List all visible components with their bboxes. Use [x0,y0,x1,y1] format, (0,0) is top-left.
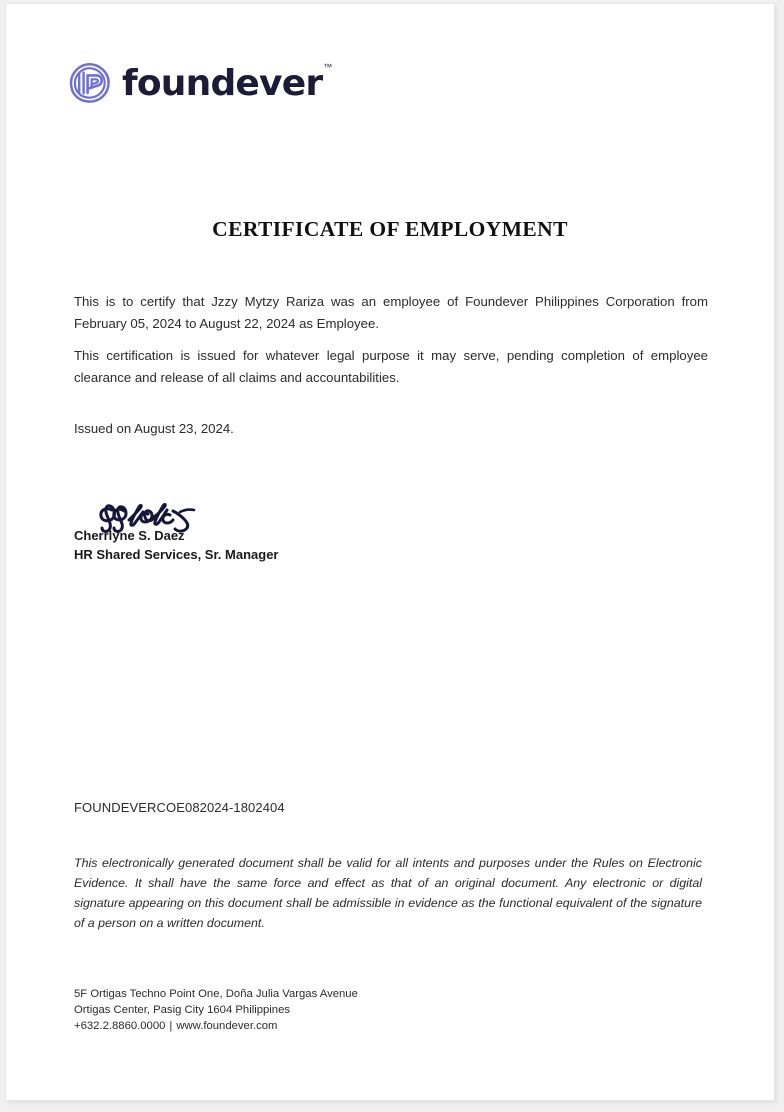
purpose-paragraph-block [74,345,708,388]
footer-address-line-2: Ortigas Center, Pasig City 1604 Philippines [74,1004,291,1016]
issued-date-block [74,418,708,440]
brand-wordmark [122,62,333,104]
footer-separator: | [169,1020,173,1032]
certificate-page [6,4,774,1100]
footer-phone: +632.2.8860.0000 [74,1020,166,1032]
disclaimer-text: This electronically generated document shall be valid for all intents and purposes under the Rules on Electronic Evidence. It shall have the same force and effect as that of an original document. Any electronic or digital signature appearing on this document shall be admissible in evidence as the functional equivalent of the signature of a person on a written document. [74,856,702,930]
footer-contact-line [74,1018,358,1034]
footer-address-block [74,986,358,1034]
purpose-paragraph: This certification is issued for whatever legal purpose it may serve, pending completion of employee clearance and release of all claims and accountabilities. [74,348,708,385]
certification-paragraph: This is to certify that Jzzy Mytzy Rariza was an employee of Foundever Philippines Corporation from February 05, 2024 to August 22, 2024 as Employee. [74,294,708,331]
page-title: CERTIFICATE OF EMPLOYMENT [212,217,568,241]
footer-address-line-1: 5F Ortigas Techno Point One, Doña Julia Vargas Avenue [74,988,358,1000]
certification-paragraph-block [74,291,708,334]
document-reference-number: FOUNDEVERCOE082024-1802404 [74,800,285,815]
brand-logo [68,58,331,108]
foundever-loop-logo-icon [68,61,112,105]
trademark-symbol: ™ [323,62,333,72]
issued-date-paragraph: Issued on August 23, 2024. [74,421,234,436]
footer-website[interactable]: www.foundever.com [176,1020,278,1032]
signature-block [74,494,394,564]
handwritten-signature-icon [96,494,208,540]
signatory-title: HR Shared Services, Sr. Manager [74,547,279,562]
signatory-name: Cherrlyne S. Daez [74,528,185,543]
electronic-document-disclaimer [74,853,702,933]
brand-wordmark-text: foundever [122,63,323,104]
